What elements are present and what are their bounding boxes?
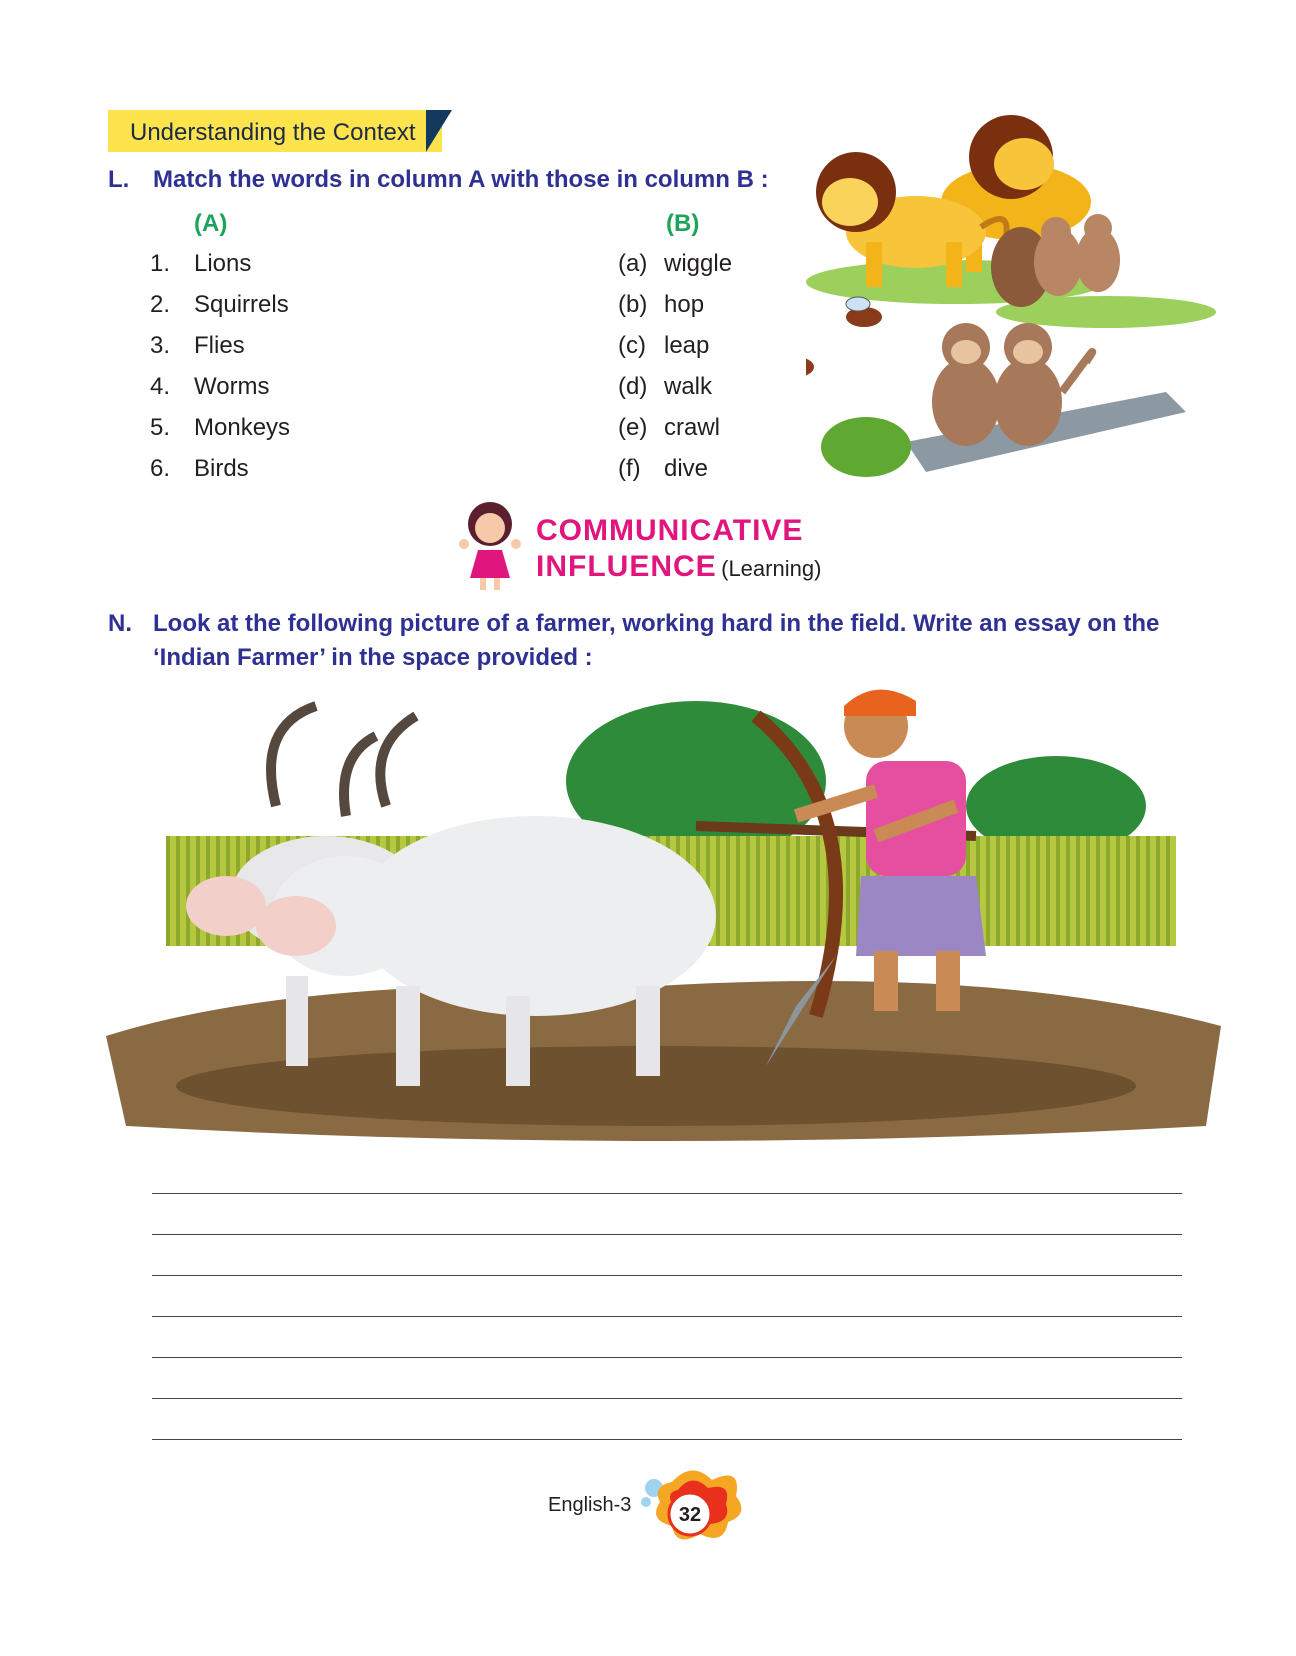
banner-title: Understanding the Context xyxy=(130,119,416,146)
item-number: 4. xyxy=(150,373,171,400)
item-word: Worms xyxy=(194,373,270,400)
item-word: walk xyxy=(664,373,713,400)
item-letter: (e) xyxy=(618,414,648,441)
question-n-letter: N. xyxy=(108,610,132,637)
writing-line[interactable] xyxy=(152,1316,1182,1317)
question-l-prompt: Match the words in column A with those in column B : xyxy=(153,166,769,193)
writing-line[interactable] xyxy=(152,1439,1182,1440)
column-a-heading: (A) xyxy=(194,210,228,237)
item-word: Monkeys xyxy=(194,414,291,441)
item-letter: (a) xyxy=(618,250,648,277)
book-title: English-3 xyxy=(548,1494,632,1516)
item-word: Squirrels xyxy=(194,291,289,318)
communicative-heading: COMMUNICATIVE xyxy=(536,514,804,547)
item-word: hop xyxy=(664,291,705,318)
question-n-prompt-line1: Look at the following picture of a farmer, working hard in the field. Write an essay on the xyxy=(153,610,1160,637)
section-banner xyxy=(108,110,454,152)
item-number: 1. xyxy=(150,250,171,277)
item-word: Flies xyxy=(194,332,245,359)
column-b-heading: (B) xyxy=(666,210,700,237)
item-number: 5. xyxy=(150,414,171,441)
item-word: Birds xyxy=(194,455,249,482)
item-word: Lions xyxy=(194,250,252,277)
writing-line[interactable] xyxy=(152,1275,1182,1276)
page-number: 32 xyxy=(678,1504,702,1526)
girl-mascot-icon xyxy=(458,500,522,594)
influence-heading-row xyxy=(536,550,821,584)
writing-line[interactable] xyxy=(152,1234,1182,1235)
writing-line[interactable] xyxy=(152,1193,1182,1194)
farmer-ploughing-illustration xyxy=(96,686,1226,1166)
learning-label: (Learning) xyxy=(721,556,822,581)
item-number: 3. xyxy=(150,332,171,359)
writing-line[interactable] xyxy=(152,1398,1182,1399)
question-l-letter: L. xyxy=(108,166,130,193)
animals-illustration xyxy=(806,112,1236,516)
item-letter: (c) xyxy=(618,332,646,359)
item-word: leap xyxy=(664,332,710,359)
question-n-prompt-line2: ‘Indian Farmer’ in the space provided : xyxy=(153,644,593,671)
item-number: 6. xyxy=(150,455,171,482)
writing-line[interactable] xyxy=(152,1357,1182,1358)
item-letter: (d) xyxy=(618,373,648,400)
item-word: dive xyxy=(664,455,709,482)
item-word: crawl xyxy=(664,414,721,441)
item-letter: (f) xyxy=(618,455,641,482)
item-word: wiggle xyxy=(664,250,733,277)
item-number: 2. xyxy=(150,291,171,318)
item-letter: (b) xyxy=(618,291,648,318)
banner-accent xyxy=(426,110,452,152)
influence-heading: INFLUENCE xyxy=(536,550,717,583)
